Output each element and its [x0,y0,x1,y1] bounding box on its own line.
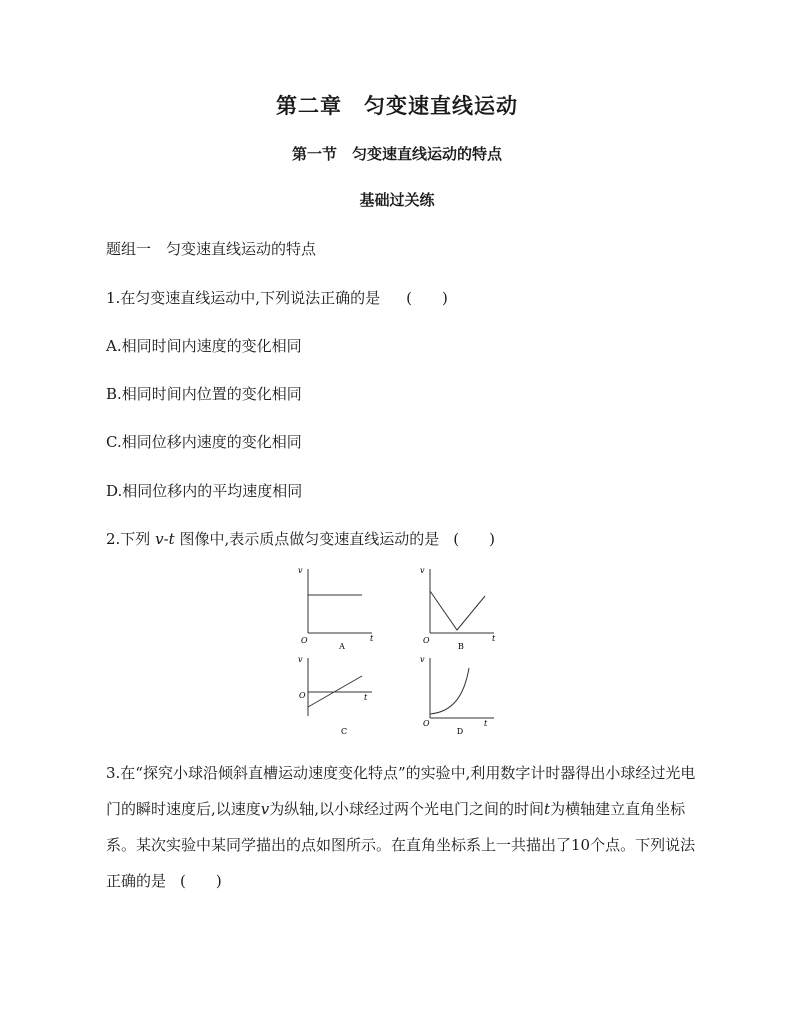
question-2-text-post: 图像中,表示质点做匀变速直线运动的是 [179,530,440,548]
graph-b-caption: B [458,642,464,651]
question-3-text-3: 为横轴建立直角坐标系。某次实验中某同学描出的点如图所示。在直角坐标系上一共描出了10个点。下列说法正确的是 [106,800,696,890]
graph-d [412,652,502,740]
question-1-option-b: B.相同时间内位置的变化相同 [106,385,302,403]
graph-b-origin: O [423,636,430,645]
question-2-blank: ( ) [453,530,495,548]
graph-a-t-label: t [370,634,374,643]
question-2-stem [106,528,495,549]
graph-d-caption: D [456,727,464,736]
question-1-option-d: D.相同位移内的平均速度相同 [106,482,303,500]
graph-c-t-label: t [364,693,368,702]
graph-d-t-label: t [484,719,488,728]
graph-a-caption: A [339,642,345,651]
question-1-text: 1.在匀变速直线运动中,下列说法正确的是 [106,289,381,307]
group-title: 题组一 匀变速直线运动的特点 [106,240,317,258]
graph-c [290,652,380,740]
chapter-title: 第二章 匀变速直线运动 [276,93,518,118]
question-2-text-pre: 2.下列 [106,530,151,548]
graph-b-t-label: t [492,634,496,643]
graph-b-v-label: v [420,566,425,575]
graph-d-curve [430,668,469,714]
practice-title: 基础过关练 [359,191,435,209]
question-1-blank: ( ) [406,289,448,307]
question-1-stem [106,287,448,308]
graph-b [412,563,502,653]
graph-c-caption: C [340,727,348,736]
graph-a [290,563,380,653]
graph-a-origin: O [301,636,308,645]
graph-c-v-label: v [298,655,303,664]
graph-d-origin: O [423,719,430,728]
question-1-option-c: C.相同位移内速度的变化相同 [106,433,302,451]
graph-d-v-label: v [420,655,425,664]
question-1-option-a: A.相同时间内速度的变化相同 [106,337,302,355]
question-3-text-2: 为纵轴,以小球经过两个光电门之间的时间 [269,800,545,818]
question-3-blank: ( ) [180,872,222,890]
question-3-var-v: v [260,800,270,818]
question-3-text-1: 3.在“探究小球沿倾斜直槽运动速度变化特点”的实验中,利用数字计时器得出小球经过光电门的瞬时速度后,以速度 [106,764,696,818]
question-3-var-t: t [544,800,551,818]
section-title: 第一节 匀变速直线运动的特点 [291,145,502,163]
graph-c-origin: O [299,691,306,700]
graph-a-v-label: v [298,566,303,575]
question-2-var: v-t [155,530,175,548]
question-3-stem [106,755,706,899]
graph-b-line [430,591,485,630]
